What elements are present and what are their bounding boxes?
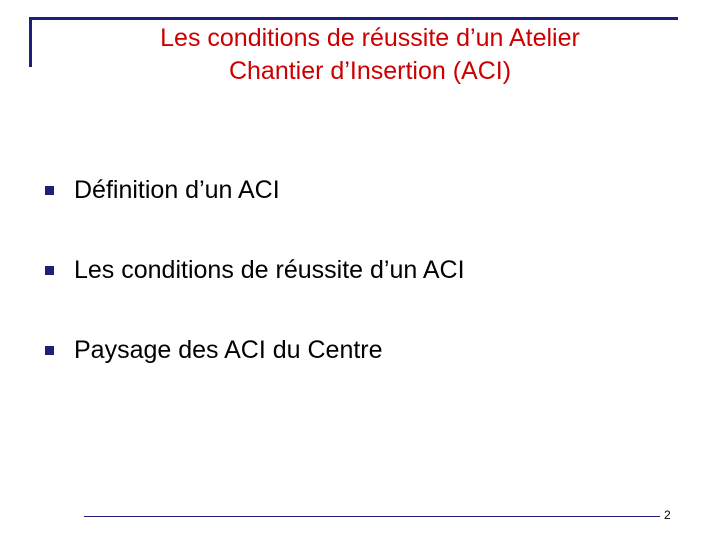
page-number: 2 [664, 508, 671, 522]
square-bullet-icon [45, 266, 54, 275]
bullet-text: Paysage des ACI du Centre [74, 336, 383, 364]
slide-title [40, 22, 700, 88]
slide-title-line-2: Chantier d’Insertion (ACI) [228, 57, 512, 85]
bullet-text: Définition d’un ACI [74, 176, 280, 204]
footer-rule [84, 516, 660, 517]
bullet-list [45, 170, 465, 410]
bullet-item-paysage [45, 330, 465, 410]
bullet-item-definition [45, 170, 465, 250]
title-frame-left-rule [29, 17, 32, 67]
title-frame-top-rule [29, 17, 678, 20]
bullet-item-conditions [45, 250, 465, 330]
square-bullet-icon [45, 346, 54, 355]
slide-title-line-1: Les conditions de réussite d’un Atelier [160, 24, 580, 52]
bullet-text: Les conditions de réussite d’un ACI [74, 256, 465, 284]
square-bullet-icon [45, 186, 54, 195]
